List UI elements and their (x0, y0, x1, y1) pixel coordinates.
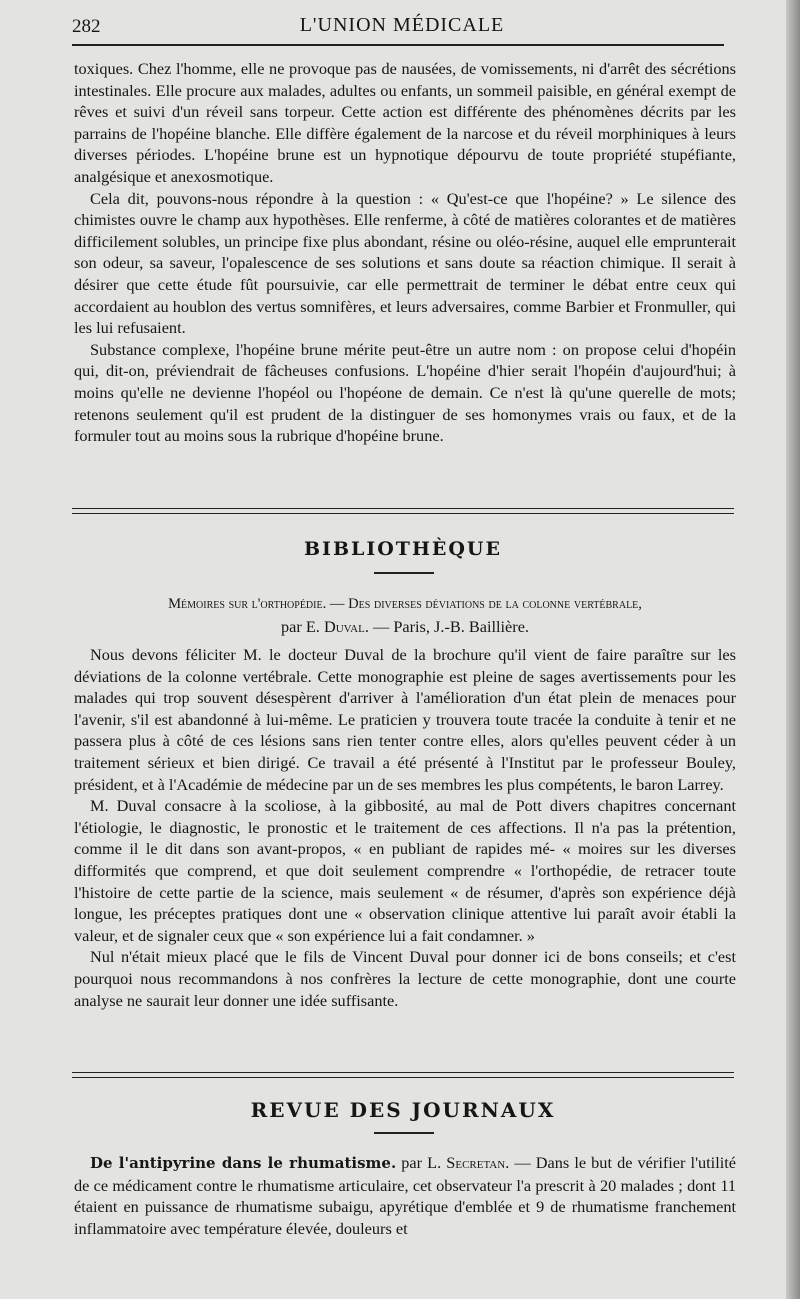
section-title-revue: REVUE DES JOURNAUX (250, 1098, 556, 1122)
author-prefix: par E. (281, 616, 324, 636)
page-edge-shadow (786, 0, 800, 1299)
paragraph: M. Duval consacre à la scoliose, à la gibbosité, au mal de Pott divers chapitres concernant l'étiologie, le diagnostic, le pronostic et le traitement de ces affections. Il n'a pas la prétention, comme il le dit dans son avant-propos, « en publiant de rapides mé- « moires sur les diverses difformités que comprend, et que doit seulement comprendre « l'orthopédie, de retracer toute l'histoire de cette partie de la science, mais seulement « de résumer, d'après son expérience déjà longue, les préceptes pratiques dont une « observation clinique attentive lui paraît avoir établi la valeur, et de signaler ceux que « son expérience lui a fait condamner. » (74, 796, 736, 945)
section-divider (72, 1072, 734, 1078)
paragraph (74, 1152, 736, 1239)
article-title: De l'antipyrine dans le rhumatisme. (90, 1154, 397, 1172)
paragraph: Nul n'était mieux placé que le fils de Vincent Duval pour donner ici de bons conseils; et c'est pourquoi nous recommandons à nos confrères la lecture de cette monographie, dont une courte analyse ne saurait leur donner une idée suffisante. (74, 947, 736, 1010)
section-divider (72, 508, 734, 514)
continuation-text (74, 58, 736, 447)
review-heading-author (74, 616, 736, 638)
article-author-prefix: par L. (396, 1153, 447, 1172)
article-author-name: Secretan (446, 1153, 506, 1172)
section-title-bibliotheque: BIBLIOTHÈQUE (304, 538, 502, 560)
author-name: Duval (323, 616, 365, 636)
paragraph: Substance complexe, l'hopéine brune mérite peut-être un autre nom : on propose celui d'hopéin qui, dit-on, préviendrait de fâcheuses confusions. L'hopéine d'hier serait l'hopéin d'aujourd'hui; à moins qu'elle ne devienne l'hopéol ou l'hopéone de demain. Ce n'est là qu'une querelle de mots; retenons seulement qu'il est prudent de la distinguer de ses homonymes vrais ou faux, et de la formuler tout au moins sous la rubrique d'hopéine brune. (74, 339, 736, 446)
title-underline (374, 1132, 434, 1134)
review-heading-title: Mémoires sur l'orthopédie. — Des diverses déviations de la colonne vertébrale, (168, 596, 642, 612)
header-rule (72, 44, 724, 46)
paragraph: toxiques. Chez l'homme, elle ne provoque pas de nausées, de vomissements, ni d'arrêt des sécrétions intestinales. Elle procure aux malades, adultes ou enfants, un sommeil paisible, en général exempt de rêves et suivi d'un réveil sans torpeur. Cette action est différente des phénomènes décrits par les parrains de l'hopéine blanche. Elle diffère également de la narcose et du réveil morphiniques à leurs diverses périodes. L'hopéine brune est un hypnotique dépourvu de toute propriété stupéfiante, analgésique et anexosmotique. (74, 59, 736, 186)
bibliotheque-body (74, 644, 736, 1011)
paragraph: Nous devons féliciter M. le docteur Duval de la brochure qu'il vient de faire paraître sur les déviations de la colonne vertébrale. Cette monographie est pleine de sages avertissements pour les malades qui trop souvent désespèrent d'arriver à l'amélioration d'un état plein de menaces pour l'avenir, s'il est abandonné à lui-même. Le praticien y trouvera toute tracée la conduite à tenir et ne passera plus à côté de ces lésions sans rien tenter contre elles, alors qu'elles peuvent céder à un traitement sérieux et bien dirigé. Ce travail a été présenté à l'Institut par le professeur Bouley, président, et à l'Académie de médecine par un de ses membres les plus compétents, le baron Larrey. (74, 645, 736, 794)
page-header (72, 10, 732, 40)
title-underline (374, 572, 434, 574)
review-heading (74, 594, 736, 637)
revue-body (74, 1152, 736, 1239)
article-body: . — Dans le but de vérifier l'utilité de ce médicament contre le rhumatisme articulaire, cet observateur l'a prescrit à 20 malades ; dont 11 étaient en puissance de rhumatisme subaigu, apyrétique d'emblée et 9 de rhumatisme franchement inflammatoire avec température élevée, douleurs et (74, 1153, 736, 1238)
running-title: L'UNION MÉDICALE (299, 14, 505, 36)
page-number: 282 (72, 16, 101, 37)
author-suffix: . — Paris, J.-B. Baillière. (364, 616, 529, 636)
paragraph: Cela dit, pouvons-nous répondre à la question : « Qu'est-ce que l'hopéine? » Le silence des chimistes ouvre le champ aux hypothèses. Elle renferme, à côté de matières colorantes et de matières difficilement solubles, un principe fixe plus abondant, résine ou oléo-résine, auquel elle emprunterait son odeur, sa saveur, l'opalescence de ses solutions et sans doute sa réaction chimique. Il serait à désirer que cette étude fût poursuivie, car elle permettrait de terminer le débat entre ceux qui accordaient au houblon des vertus somnifères, et leurs adversaires, comme Barbier et Fronmuller, qui les lui refusaient. (74, 188, 736, 338)
